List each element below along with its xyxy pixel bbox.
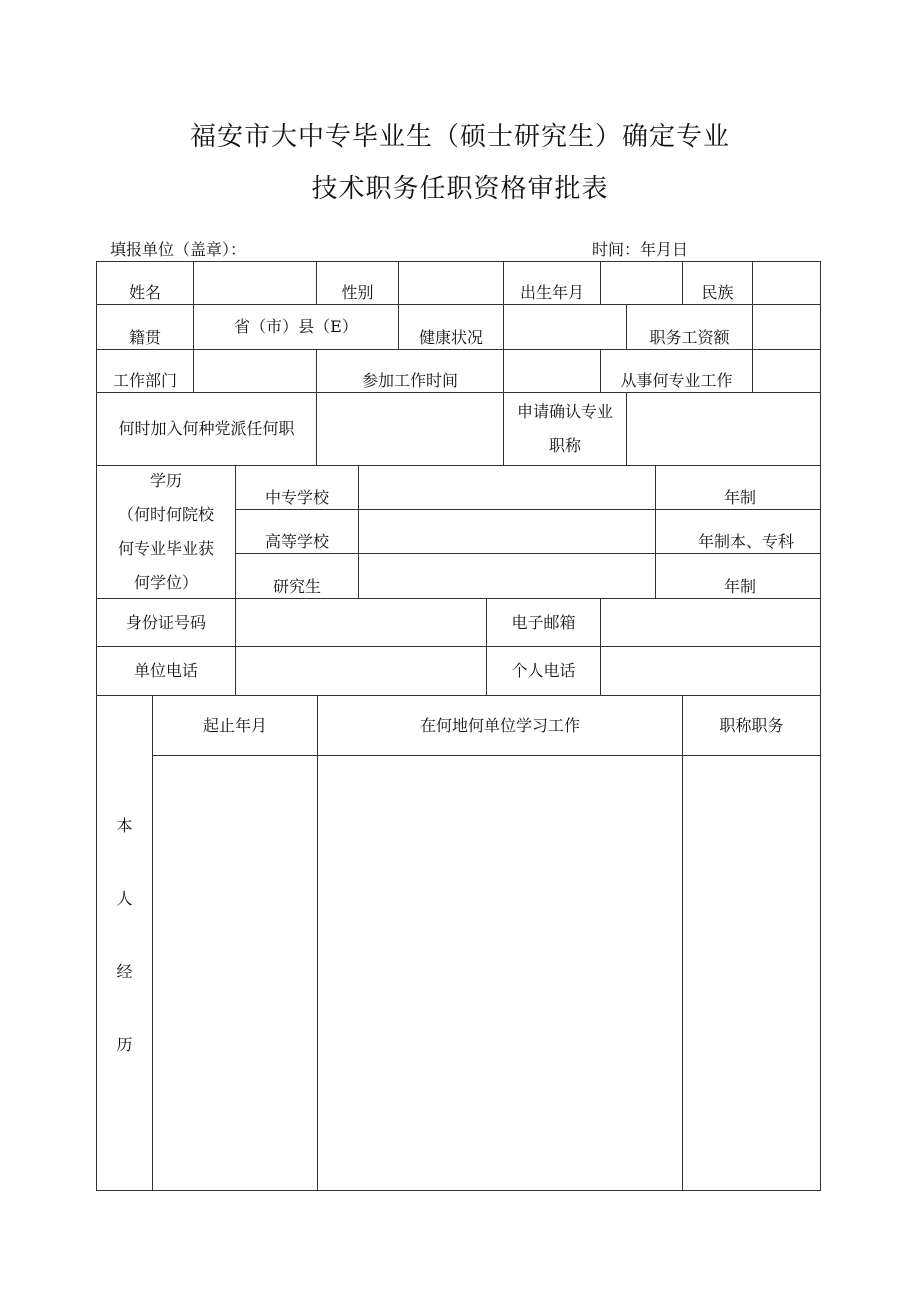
ethnicity-field[interactable] [752,261,821,305]
name-field[interactable] [193,261,317,305]
work-start-field[interactable] [503,349,601,393]
native-place-field[interactable]: 省（市）县（E） [193,304,399,350]
gender-label: 性别 [316,261,399,305]
party-field[interactable] [316,392,504,466]
native-place-label: 籍贯 [96,304,194,350]
email-field[interactable] [600,598,821,647]
experience-col-period: 起止年月 [152,695,318,756]
email-label: 电子邮箱 [486,598,601,647]
edu-level-secondary: 中专学校 [235,465,359,510]
id-number-label: 身份证号码 [96,598,236,647]
apply-title-label [503,392,627,466]
apply-title-field[interactable] [626,392,821,466]
profession-field[interactable] [752,349,821,393]
time-label: 时间：年月日 [592,240,689,259]
experience-title-field[interactable] [682,755,821,1191]
gender-field[interactable] [398,261,504,305]
form-title-line2: 技术职务任职资格审批表 [311,174,609,204]
ethnicity-label: 民族 [682,261,753,305]
unit-phone-field[interactable] [235,646,487,696]
apply-title-label-line1: 申请确认专业 [516,402,613,421]
health-label: 健康状况 [398,304,504,350]
birth-field[interactable] [600,261,683,305]
department-label: 工作部门 [96,349,194,393]
education-label-line4: 何学位） [133,573,198,592]
education-label [96,465,236,599]
experience-period-field[interactable] [152,755,318,1191]
unit-phone-label: 单位电话 [96,646,236,696]
personal-phone-label: 个人电话 [486,646,601,696]
salary-field[interactable] [752,304,821,350]
form-title-line1: 福安市大中专毕业生（硕士研究生）确定专业 [189,122,730,152]
salary-label: 职务工资额 [626,304,753,350]
edu-college-field[interactable] [358,509,656,554]
apply-title-label-line2: 职称 [548,436,581,455]
personal-phone-field[interactable] [600,646,821,696]
experience-col-title: 职称职务 [682,695,821,756]
experience-char-3: 经 [116,962,133,981]
experience-place-field[interactable] [317,755,683,1191]
experience-col-place: 在何地何单位学习工作 [317,695,683,756]
id-number-field[interactable] [235,598,487,647]
name-label: 姓名 [96,261,194,305]
edu-graduate-field[interactable] [358,553,656,599]
edu-level-college: 高等学校 [235,509,359,554]
edu-college-years: 年制本、专科 [655,509,821,554]
edu-secondary-field[interactable] [358,465,656,510]
education-label-line3: 何专业毕业获 [117,539,214,558]
edu-secondary-years: 年制 [655,465,821,510]
health-field[interactable] [503,304,627,350]
edu-graduate-years: 年制 [655,553,821,599]
edu-level-graduate: 研究生 [235,553,359,599]
party-label: 何时加入何种党派任何职 [96,392,317,466]
education-label-line1: 学历 [149,471,182,490]
birth-label: 出生年月 [503,261,601,305]
department-field[interactable] [193,349,317,393]
experience-char-2: 人 [116,889,133,908]
filling-unit-label: 填报单位（盖章）： [110,240,247,259]
work-start-label: 参加工作时间 [316,349,504,393]
education-label-line2: （何时何院校 [117,505,214,524]
experience-char-1: 本 [116,816,133,835]
profession-label: 从事何专业工作 [600,349,753,393]
experience-side-label [96,695,153,1191]
experience-char-4: 历 [116,1035,133,1054]
